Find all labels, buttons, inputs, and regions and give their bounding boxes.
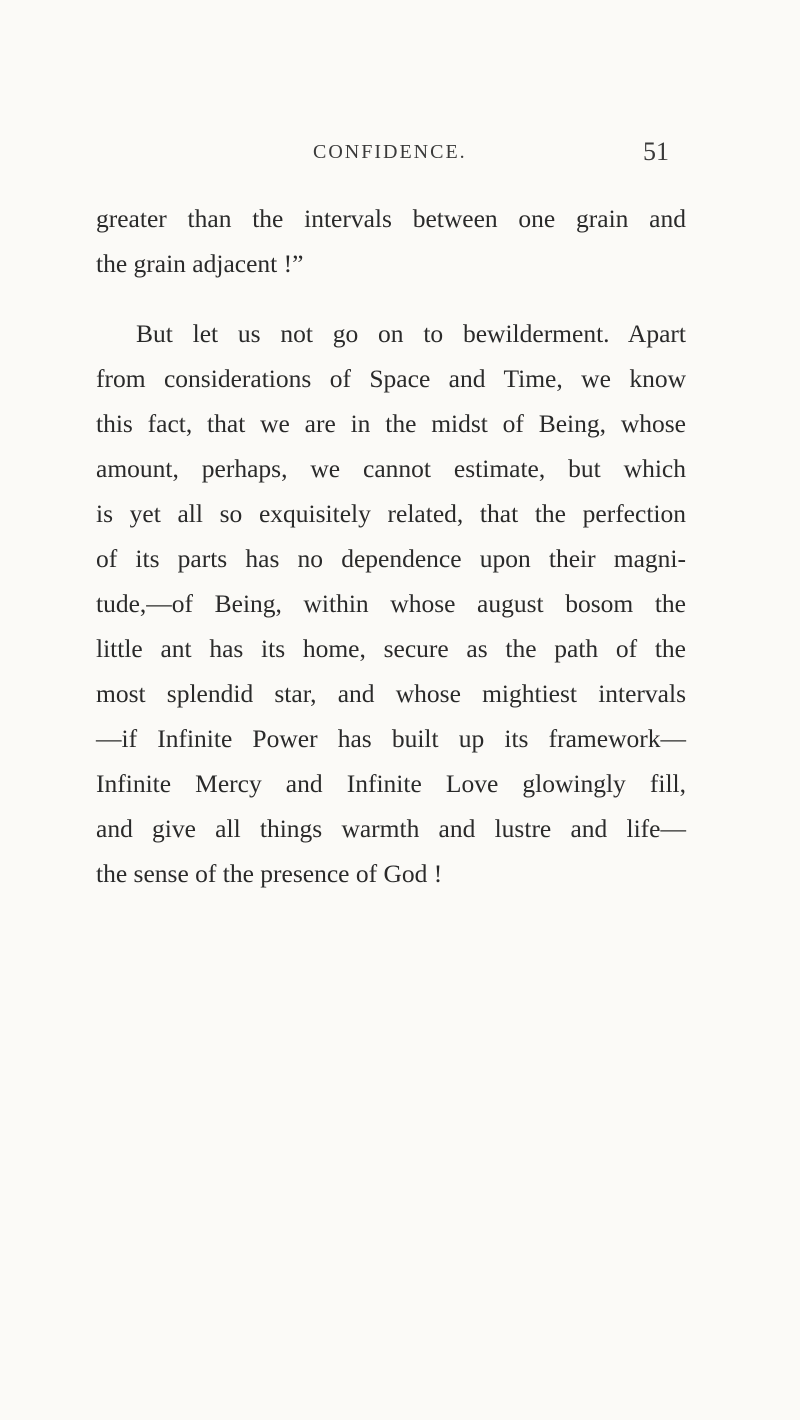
text-line: Infinite Mercy and Infinite Love glowingly fill, — [96, 769, 686, 798]
text-line: the grain adjacent !” — [96, 249, 304, 278]
page-number: 51 — [643, 137, 669, 166]
paragraph — [96, 311, 686, 896]
text-line: and give all things warmth and lustre and life— — [96, 814, 686, 843]
text-line: little ant has its home, secure as the path of the — [96, 634, 686, 663]
text-line: this fact, that we are in the midst of Being, whose — [96, 409, 686, 438]
text-line: greater than the intervals between one grain and — [96, 204, 686, 233]
text-line: tude,—of Being, within whose august bosom the — [96, 589, 686, 618]
paragraph-break — [96, 286, 686, 311]
running-title: CONFIDENCE. — [313, 141, 467, 163]
text-line: amount, perhaps, we cannot estimate, but which — [96, 454, 686, 483]
paragraph — [96, 196, 686, 286]
text-line: But let us not go on to bewilderment. Apart — [136, 319, 686, 348]
text-line: of its parts has no dependence upon their magni- — [96, 544, 686, 573]
text-line: the sense of the presence of God ! — [96, 859, 443, 888]
text-line: is yet all so exquisitely related, that the perfection — [96, 499, 686, 528]
text-line: most splendid star, and whose mightiest intervals — [96, 679, 686, 708]
text-line: from considerations of Space and Time, we know — [96, 364, 686, 393]
running-head — [0, 137, 800, 171]
text-line: —if Infinite Power has built up its framework— — [96, 724, 686, 753]
body-text — [96, 196, 686, 896]
